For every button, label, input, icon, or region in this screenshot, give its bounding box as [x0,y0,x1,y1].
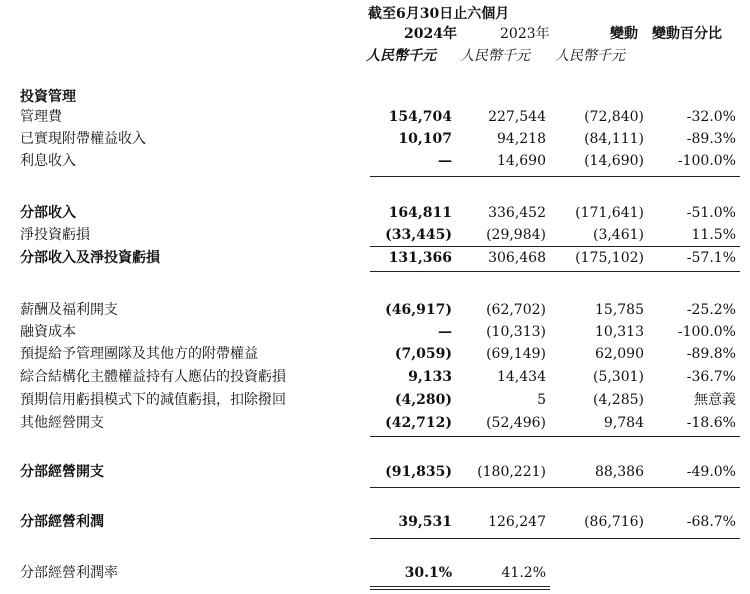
value-change-pct: 無意義 [694,392,736,408]
value-change-pct: -57.1% [686,250,736,266]
value-2023: 336,452 [488,205,546,221]
subtotal-rule [370,487,740,488]
table-row [0,321,750,343]
row-label: 已實現附帶權益收入 [20,131,146,147]
change-pct-header: 變動百分比 [652,26,722,42]
value-change: (3,461) [592,227,644,243]
value-change: (84,111) [584,131,644,147]
row-label: 預提給予管理團隊及其他方的附帶權益 [20,346,258,362]
value-2024: (42,712) [385,415,452,431]
value-change: 15,785 [595,302,644,318]
value-2023: 14,434 [497,369,546,385]
value-change: (171,641) [575,205,644,221]
row-label: 綜合結構化主體權益持有人應佔的投資虧損 [20,369,286,385]
value-2024: (33,445) [385,227,452,243]
value-2023: 41.2% [501,565,546,581]
value-change-pct: -51.0% [686,205,736,221]
value-change: 62,090 [595,346,644,362]
value-2023: (62,702) [486,302,546,318]
double-underline-top [370,586,550,587]
section-investment-management [0,86,750,108]
year-2023-header: 2023年 [500,26,550,42]
value-change: (14,690) [584,153,644,169]
subtotal-rule [370,436,740,437]
period-header: 截至6月30日止六個月 [368,6,510,22]
table-row [0,224,750,246]
subtotal-rule [370,176,740,177]
value-2024: 30.1% [404,565,452,581]
table-row [0,150,750,172]
value-change: (4,285) [592,392,644,408]
section-title: 投資管理 [20,89,76,105]
value-2024: (91,835) [385,464,452,480]
table-row [0,128,750,150]
value-change-pct: -89.8% [686,346,736,362]
table-row [0,366,750,388]
row-label: 分部收入 [20,205,76,221]
value-change: (72,840) [584,109,644,125]
row-label: 分部經營開支 [20,464,104,480]
table-row [0,106,750,128]
table-row [0,202,750,224]
unit-change-header: 人民幣千元 [555,48,625,64]
row-label: 薪酬及福利開支 [20,302,118,318]
value-change: 10,313 [595,324,644,340]
value-2024: — [438,153,452,169]
row-label: 淨投資虧損 [20,227,90,243]
value-2023: 306,468 [488,250,546,266]
value-change: (5,301) [592,369,644,385]
unit-2024-header: 人民幣千元 [366,48,436,64]
value-change-pct: -89.3% [686,131,736,147]
row-label: 預期信用虧損模式下的減值虧損，扣除撥回 [20,392,286,408]
value-2024: 39,531 [398,514,452,530]
row-label: 管理費 [20,109,62,125]
row-label: 其他經營開支 [20,415,104,431]
value-change-pct: -18.6% [686,415,736,431]
value-2023: 14,690 [497,153,546,169]
value-2023: (10,313) [486,324,546,340]
table-row [0,461,750,483]
subtotal-rule [370,271,740,272]
value-change-pct: -68.7% [686,514,736,530]
double-underline-bottom [370,589,550,590]
value-2023: 5 [537,392,546,408]
value-2023: (69,149) [486,346,546,362]
value-2024: 9,133 [408,369,452,385]
value-change: (86,716) [584,514,644,530]
value-2023: (52,496) [486,415,546,431]
unit-2023-header: 人民幣千元 [460,48,530,64]
table-row [0,299,750,321]
table-row [0,412,750,434]
value-change-pct: -25.2% [686,302,736,318]
value-change: 88,386 [595,464,644,480]
value-2023: 126,247 [488,514,546,530]
row-label: 利息收入 [20,153,76,169]
value-change-pct: -32.0% [686,109,736,125]
value-2024: — [438,324,452,340]
subtotal-rule [370,538,740,539]
row-label: 融資成本 [20,324,76,340]
value-change: (175,102) [575,250,644,266]
value-2024: 154,704 [388,109,452,125]
row-label: 分部收入及淨投資虧損 [20,250,160,266]
value-2023: 94,218 [497,131,546,147]
value-2023: (29,984) [486,227,546,243]
value-2024: (46,917) [385,302,452,318]
value-2024: (7,059) [394,346,452,362]
value-2024: (4,280) [394,392,452,408]
value-change-pct: -100.0% [677,324,736,340]
table-row [0,511,750,533]
value-change: 9,784 [603,415,644,431]
row-label: 分部經營利潤率 [20,565,118,581]
value-2024: 10,107 [398,131,452,147]
value-2024: 131,366 [388,250,452,266]
table-row [0,389,750,411]
table-row [0,247,750,269]
table-row [0,562,750,584]
value-change-pct: -100.0% [677,153,736,169]
value-2023: (180,221) [477,464,546,480]
value-change-pct: -49.0% [686,464,736,480]
change-header: 變動 [610,26,638,42]
value-change-pct: 11.5% [691,227,736,243]
year-2024-header: 2024年 [404,26,457,42]
value-2024: 164,811 [388,205,452,221]
value-2023: 227,544 [488,109,546,125]
table-row [0,343,750,365]
row-label: 分部經營利潤 [20,514,104,530]
value-change-pct: -36.7% [686,369,736,385]
